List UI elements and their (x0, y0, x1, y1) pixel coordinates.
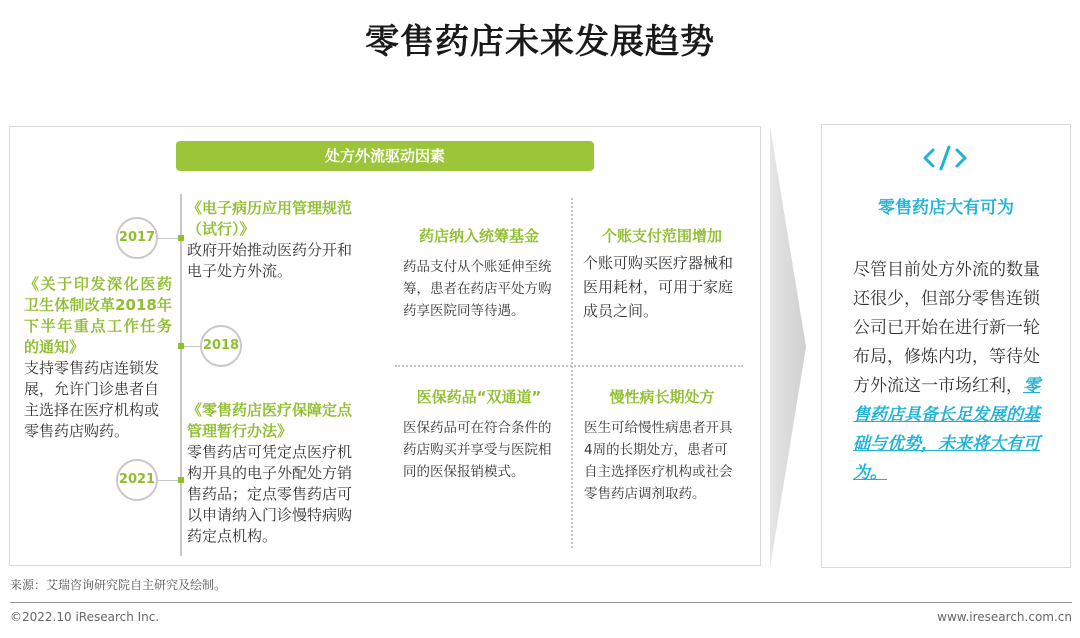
driver-cell-title: 医保药品“双通道” (416, 388, 542, 406)
timeline-connector (156, 238, 180, 239)
driver-cell (403, 226, 555, 322)
footer-divider (10, 602, 1072, 603)
driver-cell (583, 226, 741, 323)
policy-2017-title: 《电子病历应用管理规范（试行）》 (187, 199, 353, 238)
grid-divider-horizontal (395, 365, 743, 367)
policy-2017 (187, 198, 359, 282)
copyright: ©2022.10 iResearch Inc. (10, 610, 160, 624)
drivers-header: 处方外流驱动因素 (176, 141, 594, 171)
conclusion-text: 尽管目前处方外流的数量还很少，但部分零售连锁公司已开始在进行新一轮布局，修炼内功，等待处方外流这一市场红利， (853, 260, 1040, 396)
year-2018-circle: 2018 (200, 325, 242, 367)
code-icon (921, 143, 969, 173)
timeline-node (178, 343, 184, 349)
grid-divider-vertical (571, 198, 573, 548)
driver-cell-body: 医生可给慢性病患者开具4周的长期处方，患者可自主选择医疗机构或社会零售药店调剂取药。 (584, 420, 733, 502)
conclusion-body (853, 256, 1043, 488)
driver-cell-title: 个账支付范围增加 (601, 227, 722, 245)
policy-2021-title: 《零售药店医疗保障定点管理暂行办法》 (187, 401, 353, 440)
driver-cell (584, 387, 740, 505)
timeline-line (180, 194, 182, 556)
page-title: 零售药店未来发展趋势 (365, 22, 715, 62)
policy-2017-body: 政府开始推动医药分开和电子处方外流。 (187, 241, 353, 280)
website: www.iresearch.com.cn (937, 610, 1072, 624)
timeline-node (178, 235, 184, 241)
driver-cell (403, 387, 555, 483)
left-policy-body: 支持零售药店连锁发展，允许门诊患者自主选择在医疗机构或零售药店购药。 (24, 359, 160, 440)
driver-cell-body: 个账可购买医疗器械和医用耗材，可用于家庭成员之间。 (583, 254, 734, 320)
left-policy-title: 《关于印发深化医药卫生体制改革2018年下半年重点工作任务的通知》 (24, 275, 172, 356)
source-note: 来源：艾瑞咨询研究院自主研究及绘制。 (10, 578, 227, 592)
driver-cell-body: 药品支付从个账延伸至统筹，患者在药店平处方购药享医院同等待遇。 (403, 259, 552, 319)
flow-arrow (770, 126, 806, 568)
driver-cell-body: 医保药品可在符合条件的药店购买并享受与医院相同的医保报销模式。 (403, 420, 552, 480)
conclusion-emphasis: 零售药店具备长足发展的基础与优势，未来将大有可为。 (853, 376, 1040, 483)
year-2021-circle: 2021 (116, 459, 158, 501)
timeline-connector (156, 480, 180, 481)
year-2017-circle: 2017 (116, 217, 158, 259)
left-policy (24, 274, 172, 442)
policy-2021 (187, 400, 357, 547)
policy-2021-body: 零售药店可凭定点医疗机构开具的电子外配处方销售药品；定点零售药店可以申请纳入门诊慢特病购药定点机构。 (187, 443, 353, 545)
driver-cell-title: 慢性病长期处方 (609, 388, 715, 406)
conclusion-title: 零售药店大有可为 (878, 198, 1014, 218)
timeline-node (178, 477, 184, 483)
driver-cell-title: 药店纳入统筹基金 (418, 227, 539, 245)
